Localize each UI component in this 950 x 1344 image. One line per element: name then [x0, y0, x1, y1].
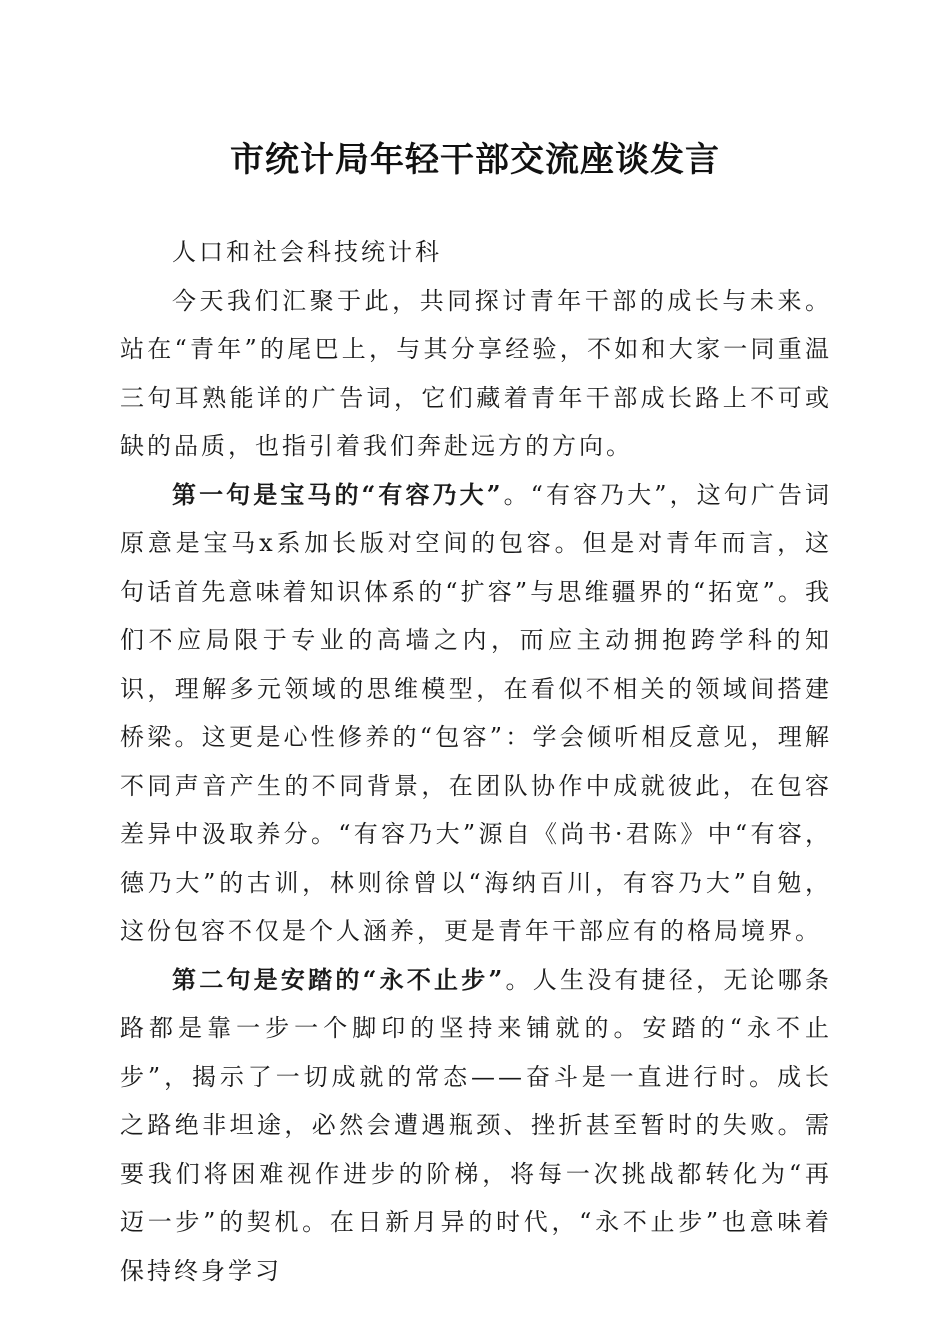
department-line: 人口和社会科技统计科	[172, 238, 442, 266]
paragraph-text: 。“有容乃大”，这句广告词原意是宝马x系加长版对空间的包容。但是对青年而言，这句话首先意味着知识体系的“扩容”与思维疆界的“拓宽”。我们不应局限于专业的高墙之内，而应主动拥抱跨学科的知识，理解多元领域的思维模型，在看似不相关的领域间搭建桥梁。这更是心性修养的“包容”：学会倾听相反意见，理解不同声音产生的不同背景，在团队协作中成就彼此，在包容差异中汲取养分。“有容乃大”源自《尚书·君陈》中“有容，德乃大”的古训，林则徐曾以“海纳百川，有容乃大”自勉，这份包容不仅是个人涵养，更是青年干部应有的格局境界。	[120, 480, 832, 945]
paragraph-second-slogan	[120, 956, 832, 1296]
paragraph-text: 今天我们汇聚于此，共同探讨青年干部的成长与未来。站在“青年”的尾巴上，与其分享经验，不如和大家一同重温三句耳熟能详的广告词，它们藏着青年干部成长路上不可或缺的品质，也指引着我们奔赴远方的方向。	[120, 286, 832, 460]
paragraph-text: 。人生没有捷径，无论哪条路都是靠一步一个脚印的坚持来铺就的。安踏的“永不止步”，揭示了一切成就的常态——奋斗是一直进行时。成长之路绝非坦途，必然会遭遇瓶颈、挫折甚至暂时的失败。需要我们将困难视作进步的阶梯，将每一次挑战都转化为“再迈一步”的契机。在日新月异的时代，“永不止步”也意味着保持终身学习	[120, 965, 833, 1285]
document-body	[120, 228, 832, 1295]
paragraph-intro	[120, 277, 832, 471]
paragraph-lead: 第一句是宝马的“有容乃大”	[172, 479, 504, 509]
paragraph-lead: 第二句是安踏的“永不止步”	[172, 964, 506, 994]
document-title: 市统计局年轻干部交流座谈发言	[230, 140, 720, 180]
paragraph-first-slogan	[120, 471, 832, 956]
